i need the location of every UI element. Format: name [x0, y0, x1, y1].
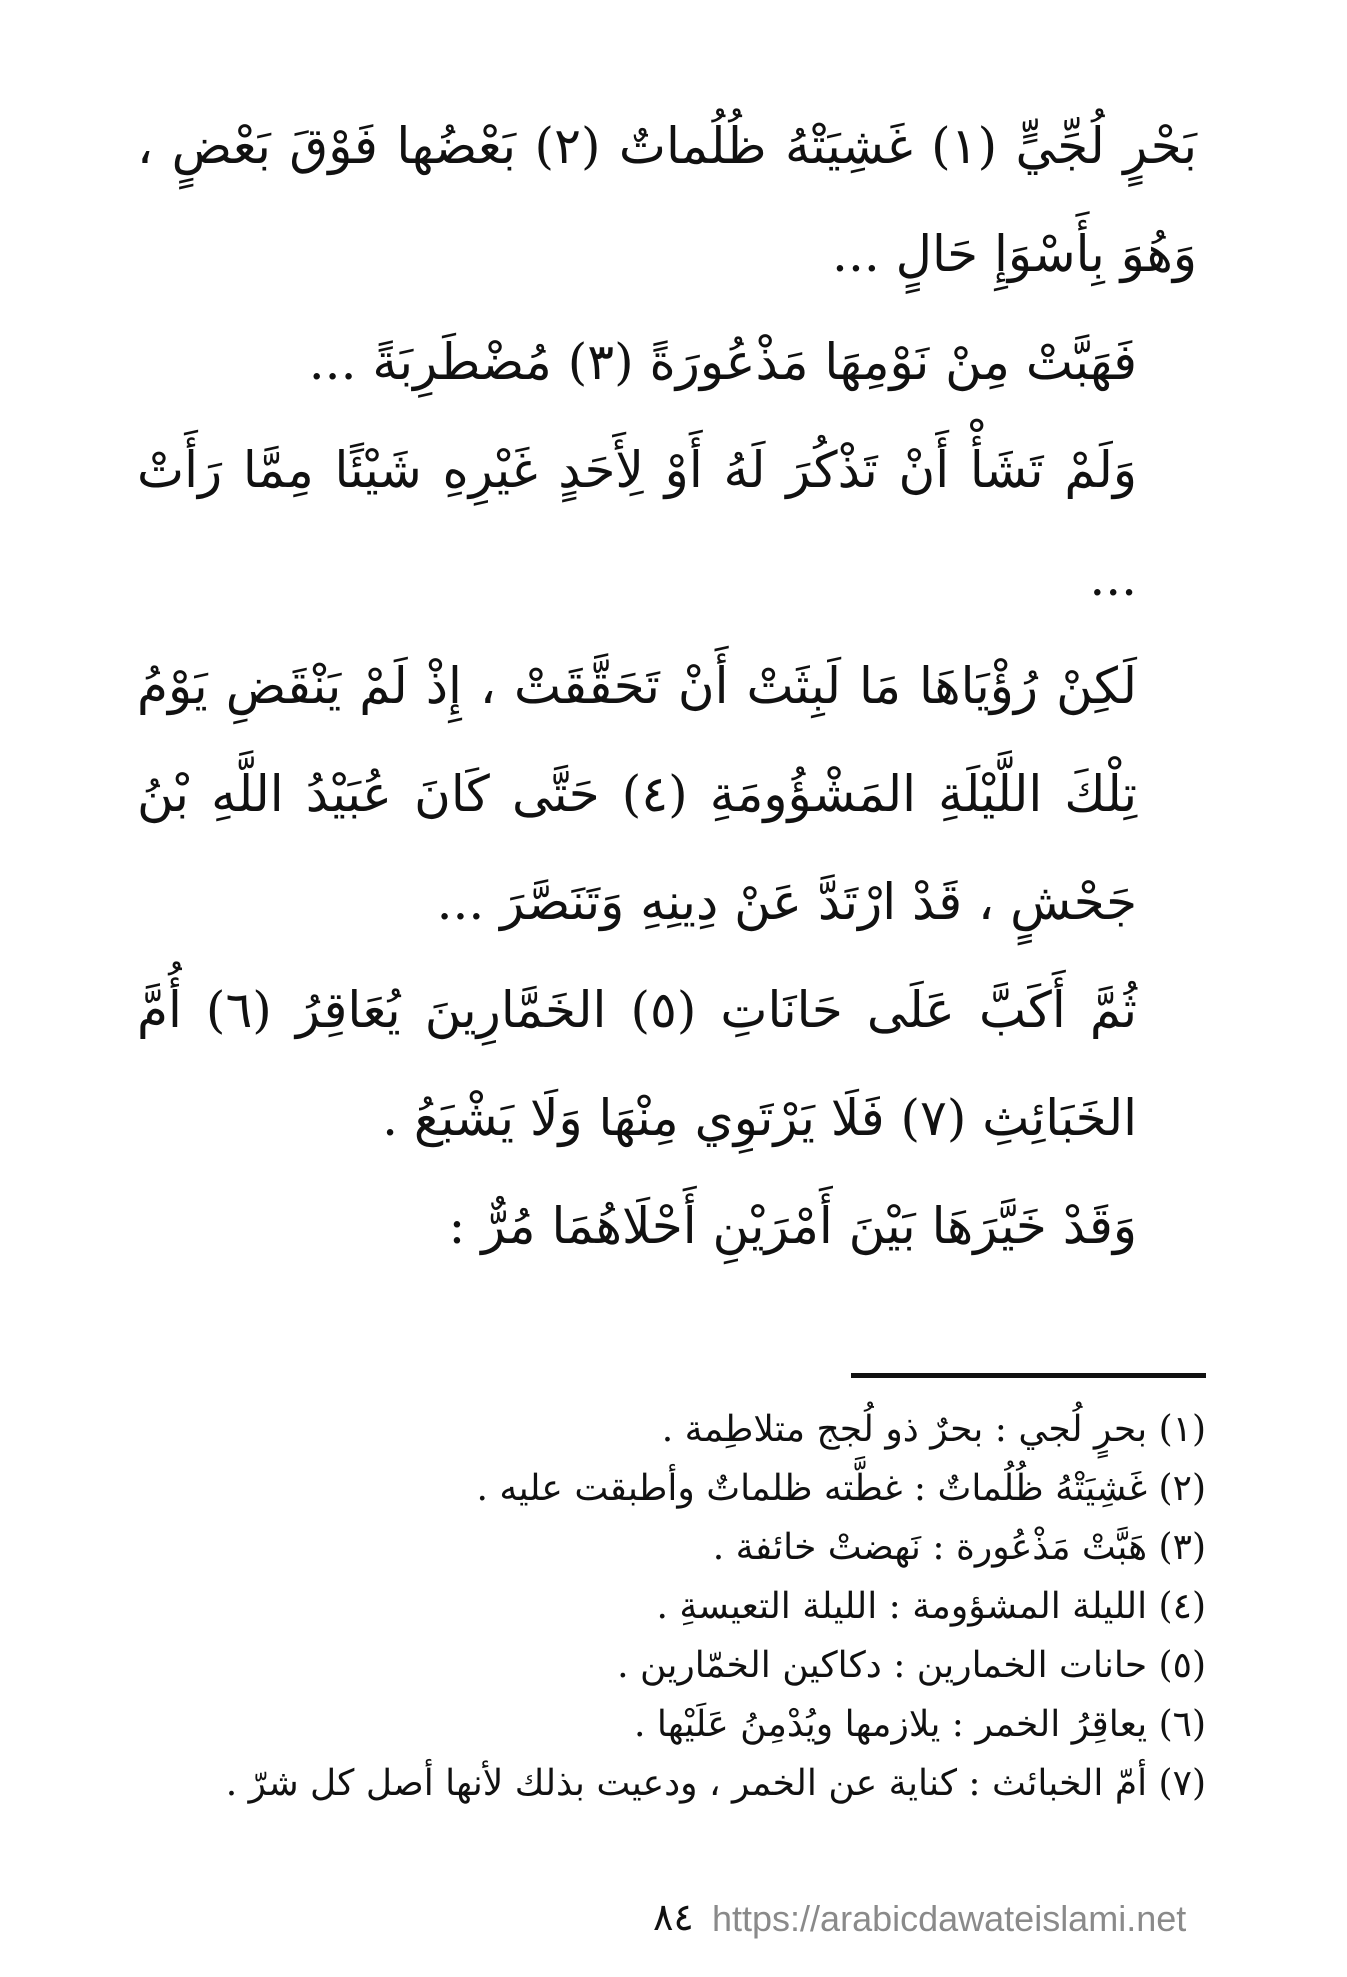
footnote-7: (٧) أمّ الخبائث : كناية عن الخمر ، ودعيت بذلك لأنها أصل كل شرّ . — [225, 1763, 1206, 1804]
footnote-1: (١) بحرٍ لُجي : بحرٌ ذو لُجج متلاطِمة . — [661, 1409, 1206, 1450]
footnotes — [146, 1400, 1206, 1813]
paragraph-2: فَهَبَّتْ مِنْ نَوْمِهَا مَذْعُورَةً (٣) مُضْطَرِبَةً ... — [308, 333, 1137, 391]
footnote-5: (٥) حانات الخمارين : دكاكين الخمّارين . — [617, 1645, 1206, 1686]
footnote-6: (٦) يعاقِرُ الخمر : يلازمها ويُدْمِنُ عَلَيْها . — [634, 1704, 1206, 1745]
footnote-4: (٤) الليلة المشؤومة : الليلة التعيسةِ . — [656, 1586, 1206, 1627]
paragraph-5: ثُمَّ أَكَبَّ عَلَى حَانَاتِ (٥) الخَمَّارِينَ يُعَاقِرُ (٦) أُمَّ الخَبَائِثِ (٧) فَلَا يَرْتَوِي مِنْهَا وَلَا يَشْبَعُ . — [137, 981, 1138, 1147]
paragraph-1: بَحْرٍ لُجِّيٍّ (١) غَشِيَتْهُ ظُلُماتٌ (٢) بَعْضُها فَوْقَ بَعْضٍ ، وَهُوَ بِأَسْوَإِ حَالٍ ... — [137, 117, 1197, 283]
main-text — [137, 92, 1197, 1280]
footnote-divider — [851, 1373, 1206, 1378]
paragraph-6: وَقَدْ خَيَّرَهَا بَيْنَ أَمْرَيْنِ أَحْلَاهُمَا مُرٌّ : — [448, 1197, 1137, 1255]
paragraph-3: وَلَمْ تَشَأْ أَنْ تَذْكُرَ لَهُ أَوْ لِأَحَدٍ غَيْرِهِ شَيْئًا مِمَّا رَأَتْ ... — [137, 441, 1137, 607]
footnote-2: (٢) غَشِيَتْهُ ظُلُماتٌ : غطَّته ظلماتٌ وأطبقت عليه . — [476, 1468, 1206, 1509]
footnote-3: (٣) هَبَّتْ مَذْعُورة : نَهضتْ خائفة . — [712, 1527, 1206, 1568]
page-number: ٨٤ — [653, 1895, 694, 1939]
paragraph-4: لَكِنْ رُؤْيَاهَا مَا لَبِثَتْ أَنْ تَحَقَّقَتْ ، إِذْ لَمْ يَنْقَضِ يَوْمُ تِلْكَ اللَّيْلَةِ المَشْؤُومَةِ (٤) حَتَّى كَانَ عُبَيْدُ اللَّهِ بْنُ جَحْشٍ ، قَدْ ارْتَدَّ عَنْ دِينِهِ وَتَنَصَّرَ ... — [137, 657, 1138, 931]
watermark-url: https://arabicdawateislami.net — [712, 1898, 1187, 1939]
